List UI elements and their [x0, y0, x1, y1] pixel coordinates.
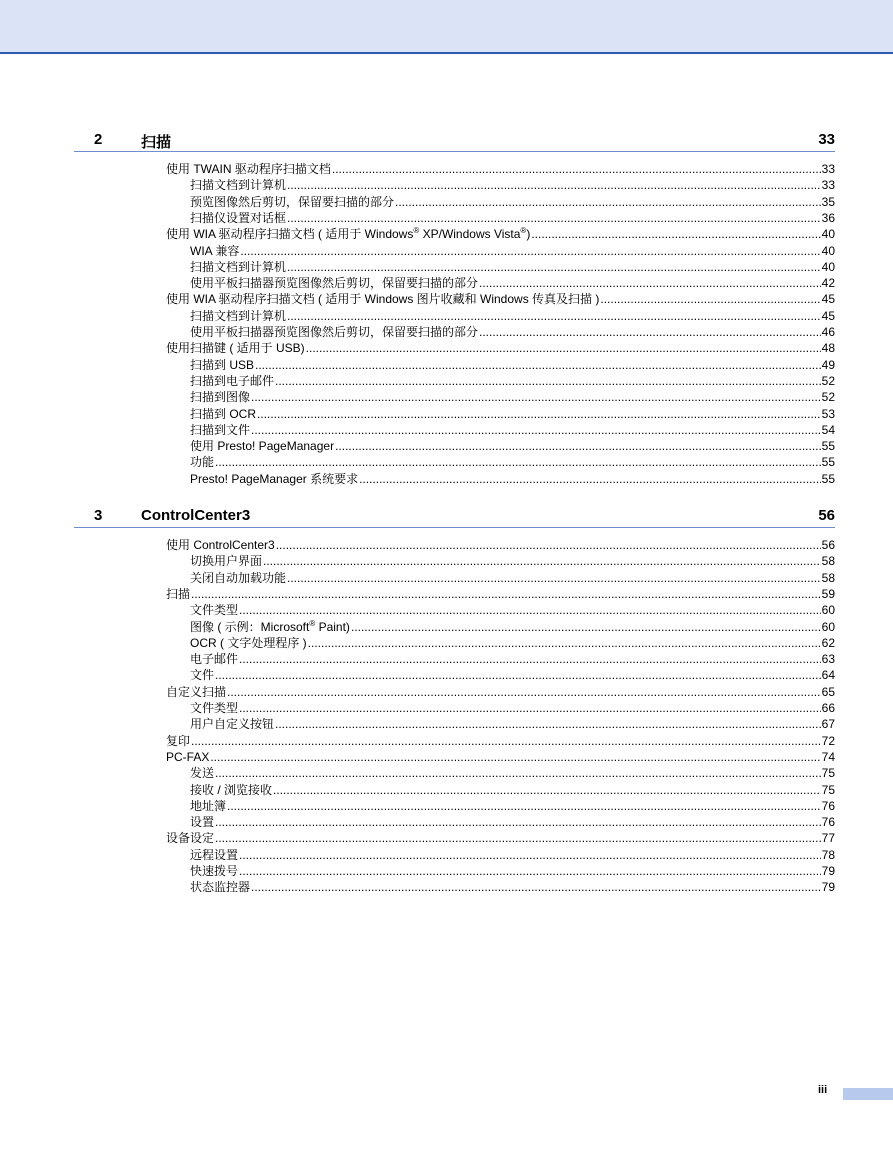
- toc-entry-title: 使用 WIA 驱动程序扫描文档 ( 适用于 Windows 图片收藏和 Windows 传真及扫描 ): [166, 292, 600, 307]
- toc-entry-page: 65: [821, 684, 835, 699]
- toc-entry[interactable]: [190, 472, 835, 487]
- toc-entry-title: 关闭自动加载功能: [190, 570, 287, 585]
- toc-entry-page: 40: [821, 243, 835, 258]
- toc-entry-title: 切换用户界面: [190, 554, 263, 569]
- toc-leader-dots: [359, 472, 821, 487]
- toc-entry-title: 文件类型: [190, 603, 239, 618]
- toc-entry-page: 45: [821, 308, 835, 323]
- toc-entry-page: 56: [821, 538, 835, 552]
- toc-entry-title: 状态监控器: [190, 880, 251, 895]
- toc-entry-title: Presto! PageManager 系统要求: [190, 471, 359, 486]
- toc-entry-page: 33: [821, 178, 835, 193]
- toc-entry[interactable]: [190, 439, 835, 454]
- toc-entry[interactable]: [190, 244, 835, 259]
- toc-leader-dots: [308, 636, 821, 651]
- toc-entry-page: 35: [821, 194, 835, 209]
- toc-leader-dots: [215, 831, 821, 846]
- chapter-title: 扫描: [141, 134, 172, 151]
- toc-entry-title: 使用扫描键 ( 适用于 USB): [166, 341, 305, 356]
- toc-entry-title: 扫描到图像: [190, 390, 251, 405]
- toc-leader-dots: [215, 455, 821, 470]
- toc-leader-dots: [275, 374, 821, 389]
- toc-entry[interactable]: [166, 587, 835, 602]
- toc-leader-dots: [239, 864, 821, 879]
- toc-entry-title: 扫描到 OCR: [190, 406, 257, 421]
- toc-entry-page: 74: [821, 749, 835, 764]
- toc-entry-title: 扫描文档到计算机: [190, 178, 287, 193]
- toc-entry-page: 55: [821, 439, 835, 454]
- toc-leader-dots: [251, 423, 821, 438]
- toc-entry-title: WIA 兼容: [190, 243, 240, 258]
- toc-entry-title: 使用 WIA 驱动程序扫描文档 ( 适用于 Windows® XP/Windows Vista®): [166, 226, 531, 242]
- toc-entry-page: 79: [821, 880, 835, 895]
- toc-entry-title: 扫描文档到计算机: [190, 308, 287, 323]
- toc-leader-dots: [210, 750, 820, 765]
- toc-entry[interactable]: [190, 309, 835, 324]
- toc-entry[interactable]: [190, 766, 835, 781]
- toc-entry[interactable]: [166, 292, 835, 307]
- toc-leader-dots: [191, 587, 821, 602]
- toc-entry-page: 75: [821, 782, 835, 797]
- toc-entry-title: 使用平板扫描器预览图像然后剪切，保留要扫描的部分: [190, 276, 479, 291]
- toc-leader-dots: [479, 325, 821, 340]
- toc-entry-title: 发送: [190, 766, 215, 781]
- toc-leader-dots: [239, 603, 821, 618]
- toc-entry[interactable]: [190, 815, 835, 830]
- toc-entry-page: 52: [821, 390, 835, 405]
- toc-leader-dots: [239, 701, 821, 716]
- toc-entry-title: 扫描仪设置对话框: [190, 210, 287, 225]
- toc-entry-title: PC-FAX: [166, 749, 210, 764]
- toc-entry[interactable]: [166, 685, 835, 700]
- toc-entry[interactable]: [190, 799, 835, 814]
- chapter-page: 33: [818, 131, 835, 148]
- toc-leader-dots: [263, 554, 821, 569]
- toc-leader-dots: [215, 815, 821, 830]
- toc-leader-dots: [332, 162, 821, 177]
- toc-leader-dots: [240, 244, 820, 259]
- toc-leader-dots: [306, 341, 821, 356]
- toc-leader-dots: [287, 178, 821, 193]
- toc-entry-page: 55: [821, 455, 835, 470]
- toc-entry-page: 76: [821, 798, 835, 813]
- toc-entry-title: 用户自定义按钮: [190, 717, 275, 732]
- toc-entry-page: 46: [821, 325, 835, 339]
- toc-entry-page: 60: [821, 603, 835, 618]
- toc-entry-title: 扫描到电子邮件: [190, 373, 275, 388]
- toc-leader-dots: [287, 309, 821, 324]
- toc-entry[interactable]: [190, 636, 835, 651]
- toc-entry[interactable]: [190, 374, 835, 389]
- toc-entry[interactable]: [190, 195, 835, 210]
- toc-entry-page: 53: [821, 406, 835, 421]
- toc-entry-page: 55: [821, 471, 835, 486]
- toc-entry-page: 64: [821, 668, 835, 683]
- toc-entry[interactable]: [190, 276, 835, 291]
- chapter-number: 3: [94, 507, 103, 524]
- toc-entry[interactable]: [190, 848, 835, 863]
- toc-entry-page: 58: [821, 570, 835, 585]
- toc-entry-page: 36: [821, 210, 835, 225]
- toc-entry-page: 63: [821, 652, 835, 667]
- toc-entry[interactable]: [190, 783, 835, 798]
- toc-leader-dots: [600, 292, 820, 307]
- toc-entry[interactable]: [190, 571, 835, 586]
- toc-entry-title: 远程设置: [190, 847, 239, 862]
- toc-entry-title: 功能: [190, 455, 215, 470]
- toc-entry[interactable]: [190, 211, 835, 226]
- page-number: iii: [818, 1084, 828, 1096]
- toc-entry-page: 54: [821, 422, 835, 437]
- toc-leader-dots: [255, 358, 821, 373]
- toc-leader-dots: [275, 717, 821, 732]
- toc-entry-title: 图像 ( 示例：Microsoft® Paint): [190, 618, 350, 634]
- toc-entry-page: 49: [821, 357, 835, 372]
- toc-entry-title: 预览图像然后剪切，保留要扫描的部分: [190, 194, 395, 209]
- toc-entry-page: 40: [821, 227, 835, 242]
- toc-entry-title: 扫描到 USB: [190, 357, 255, 372]
- toc-entry-title: 自定义扫描: [166, 684, 227, 699]
- toc-entry[interactable]: [190, 864, 835, 879]
- toc-entry[interactable]: [190, 880, 835, 895]
- toc-entry[interactable]: [190, 358, 835, 373]
- toc-entry-page: 79: [821, 864, 835, 878]
- toc-entry-title: 文件: [190, 668, 215, 683]
- toc-leader-dots: [395, 195, 821, 210]
- toc-entry-title: OCR ( 文字处理程序 ): [190, 635, 307, 650]
- toc-entry-title: 电子邮件: [190, 652, 239, 667]
- toc-entry-title: 使用平板扫描器预览图像然后剪切，保留要扫描的部分: [190, 325, 479, 339]
- toc-leader-dots: [335, 439, 821, 454]
- toc-leader-dots: [227, 685, 821, 700]
- toc-entry-title: 设置: [190, 815, 215, 830]
- toc-leader-dots: [287, 211, 821, 226]
- toc-leader-dots: [287, 260, 821, 275]
- toc-entry[interactable]: [190, 178, 835, 193]
- chapter-number: 2: [94, 131, 103, 148]
- toc-entry[interactable]: [190, 390, 835, 405]
- toc-entry-title: 扫描文档到计算机: [190, 259, 287, 274]
- toc-entry-title: 文件类型: [190, 701, 239, 715]
- toc-entry-page: 40: [821, 259, 835, 274]
- toc-entry-page: 33: [821, 162, 835, 176]
- toc-entry-title: 快速拨号: [190, 864, 239, 878]
- toc-entry[interactable]: [166, 750, 835, 765]
- header-band: [0, 0, 893, 54]
- toc-entry[interactable]: [166, 538, 835, 553]
- toc-entry[interactable]: [190, 717, 835, 732]
- chapter-heading[interactable]: [74, 507, 835, 528]
- toc-entry-title: 使用 ControlCenter3: [166, 538, 275, 552]
- toc-entry-page: 52: [821, 373, 835, 388]
- toc-entry-page: 48: [821, 341, 835, 356]
- toc-entry[interactable]: [190, 701, 835, 716]
- toc-entry-page: 60: [821, 619, 835, 634]
- toc-entry[interactable]: [166, 227, 835, 242]
- page-tab-marker: [843, 1088, 893, 1100]
- toc-leader-dots: [479, 276, 821, 291]
- toc-entry[interactable]: [190, 603, 835, 618]
- chapter-page: 56: [818, 507, 835, 524]
- toc-entry-page: 45: [821, 292, 835, 307]
- toc-entry-page: 67: [821, 717, 835, 732]
- toc-entry-page: 76: [821, 815, 835, 830]
- toc-entry-title: 地址簿: [190, 798, 227, 813]
- toc-entry[interactable]: [166, 734, 835, 749]
- toc-entry[interactable]: [190, 554, 835, 569]
- toc-entry-title: 接收 / 浏览接收: [190, 782, 273, 797]
- toc-entry-page: 42: [821, 276, 835, 291]
- toc-entry[interactable]: [190, 668, 835, 683]
- toc-entry-page: 77: [821, 831, 835, 846]
- toc-leader-dots: [239, 848, 821, 863]
- toc-entry[interactable]: [190, 652, 835, 667]
- chapter-title: ControlCenter3: [141, 507, 251, 524]
- toc-leader-dots: [215, 668, 821, 683]
- toc-entry[interactable]: [190, 260, 835, 275]
- toc-entry-title: 设备设定: [166, 831, 215, 846]
- toc-entry[interactable]: [166, 341, 835, 356]
- toc-entry-title: 扫描到文件: [190, 422, 251, 437]
- toc-leader-dots: [531, 227, 820, 242]
- toc-leader-dots: [191, 734, 821, 749]
- toc-entry[interactable]: [190, 423, 835, 438]
- toc-entry[interactable]: [190, 325, 835, 340]
- toc-entry-page: 62: [821, 635, 835, 650]
- toc-entry[interactable]: [166, 831, 835, 846]
- toc-entry-title: 复印: [166, 733, 191, 748]
- toc-entry-page: 72: [821, 733, 835, 748]
- toc-entry-page: 78: [821, 847, 835, 862]
- toc-entry[interactable]: [190, 407, 835, 422]
- toc-entry-page: 66: [821, 701, 835, 715]
- chapter-heading[interactable]: [74, 131, 835, 152]
- toc-entry-title: 扫描: [166, 586, 191, 601]
- toc-entry-page: 75: [821, 766, 835, 781]
- toc-entry[interactable]: [190, 455, 835, 470]
- toc-leader-dots: [257, 407, 821, 422]
- toc-leader-dots: [287, 571, 821, 586]
- toc-entry-page: 58: [821, 554, 835, 569]
- toc-leader-dots: [276, 538, 821, 553]
- toc-entry-title: 使用 TWAIN 驱动程序扫描文档: [166, 162, 331, 176]
- toc-entry-title: 使用 Presto! PageManager: [190, 439, 335, 454]
- toc-leader-dots: [251, 880, 821, 895]
- toc-leader-dots: [273, 783, 821, 798]
- toc-leader-dots: [227, 799, 821, 814]
- toc-entry-page: 59: [821, 586, 835, 601]
- toc-leader-dots: [239, 652, 821, 667]
- toc-entry[interactable]: [190, 620, 835, 635]
- toc-leader-dots: [215, 766, 821, 781]
- toc-entry[interactable]: [166, 162, 835, 177]
- toc-leader-dots: [351, 620, 821, 635]
- toc-leader-dots: [251, 390, 821, 405]
